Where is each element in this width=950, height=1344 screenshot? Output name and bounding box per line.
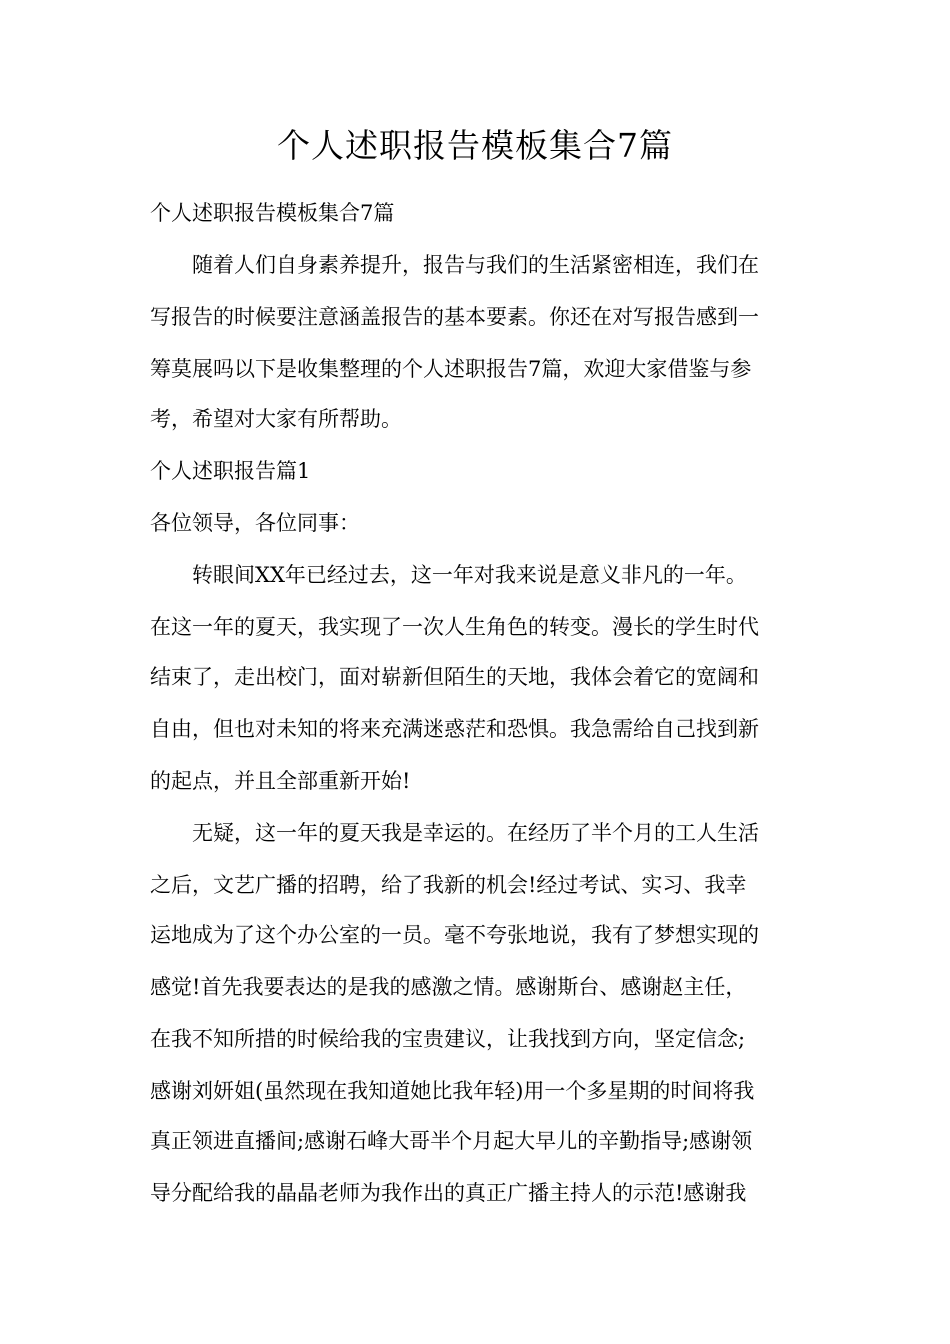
paragraph-line: 真正领进直播间;感谢石峰大哥半个月起大早儿的辛勤指导;感谢领 [150, 1129, 753, 1153]
subtitle-line: 个人述职报告模板集合7篇 [150, 201, 395, 225]
paragraph-line: 转眼间XX年已经过去，这一年对我来说是意义非凡的一年。 [192, 563, 747, 587]
paragraph-line: 感谢刘妍姐(虽然现在我知道她比我年轻)用一个多星期的时间将我 [150, 1079, 755, 1103]
paragraph-line: 考，希望对大家有所帮助。 [150, 407, 402, 431]
paragraph-line: 之后，文艺广播的招聘，给了我新的机会!经过考试、实习、我幸 [150, 873, 747, 897]
paragraph-line: 结束了，走出校门，面对崭新但陌生的天地，我体会着它的宽阔和 [150, 665, 759, 689]
paragraph-line: 无疑，这一年的夏天我是幸运的。在经历了半个月的工人生活 [192, 821, 759, 845]
paragraph-line: 在这一年的夏天，我实现了一次人生角色的转变。漫长的学生时代 [150, 615, 759, 639]
section-heading: 个人述职报告篇1 [150, 459, 311, 483]
salutation-line: 各位领导，各位同事： [150, 511, 360, 535]
paragraph-line: 写报告的时候要注意涵盖报告的基本要素。你还在对写报告感到一 [150, 305, 759, 329]
paragraph-line: 的起点，并且全部重新开始! [150, 769, 411, 793]
paragraph-line: 筹莫展吗以下是收集整理的个人述职报告7篇，欢迎大家借鉴与参 [150, 357, 752, 381]
paragraph-line: 随着人们自身素养提升，报告与我们的生活紧密相连，我们在 [192, 253, 759, 277]
paragraph-line: 感觉!首先我要表达的是我的感激之情。感谢斯台、感谢赵主任， [150, 975, 747, 999]
document-title: 个人述职报告模板集合7篇 [277, 126, 673, 165]
paragraph-line: 运地成为了这个办公室的一员。毫不夸张地说，我有了梦想实现的 [150, 923, 759, 947]
paragraph-line: 在我不知所措的时候给我的宝贵建议，让我找到方向，坚定信念; [150, 1027, 746, 1051]
paragraph-line: 自由，但也对未知的将来充满迷惑茫和恐惧。我急需给自己找到新 [150, 717, 759, 741]
paragraph-line: 导分配给我的晶晶老师为我作出的真正广播主持人的示范!感谢我 [150, 1181, 747, 1205]
